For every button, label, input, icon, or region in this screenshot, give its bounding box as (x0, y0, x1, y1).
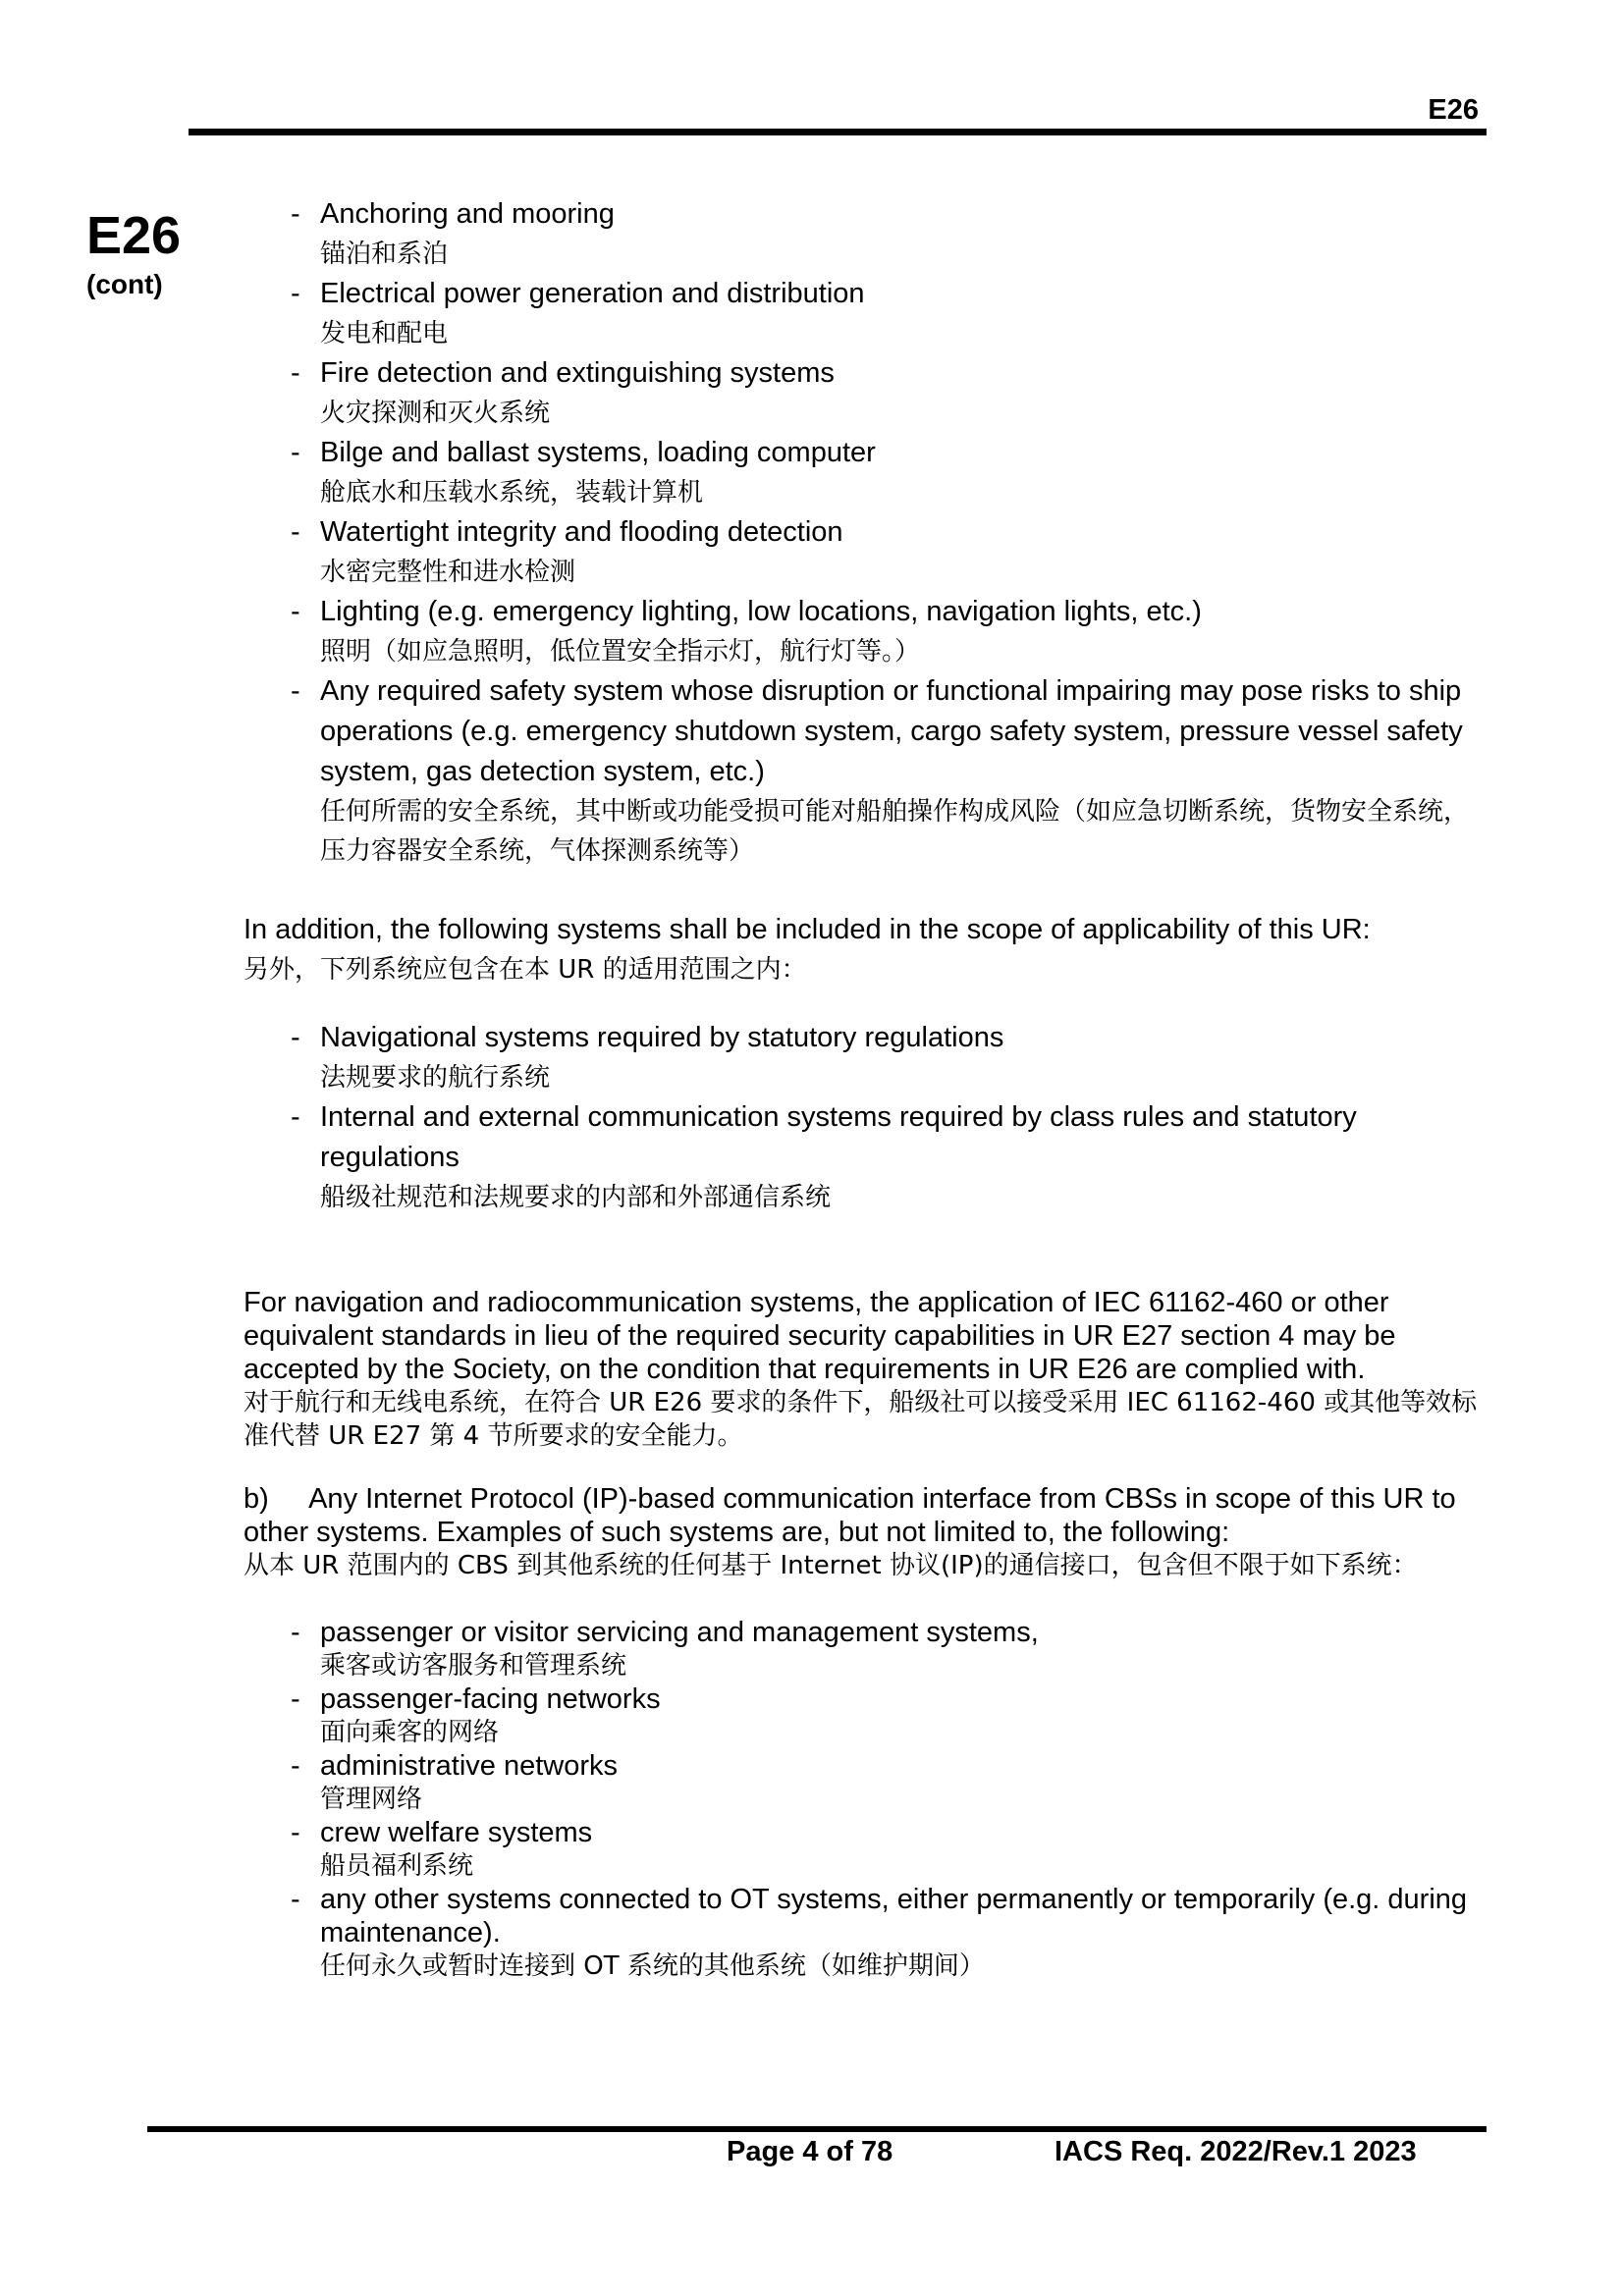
document-reference: IACS Req. 2022/Rev.1 2023 (1055, 2136, 1417, 2167)
scope-list (243, 194, 1481, 871)
addition-paragraph: In addition, the following systems shall be included in the scope of applicability of this UR: (243, 914, 1371, 945)
list-item: - Watertight integrity and flooding detection 水密完整性和进水检测 (291, 516, 843, 587)
list-item: - Internal and external communication systems required by class rules and statutory regulations 船级社规范和法规要求的内部和外部通信系统 (291, 1101, 1357, 1212)
header-rule (189, 129, 1487, 135)
page-content (243, 194, 1481, 1983)
side-code: E26 (86, 206, 182, 265)
header-code: E26 (1428, 94, 1479, 126)
list-item: - crew welfare systems 船员福利系统 (291, 1817, 593, 1881)
list-item: - Electrical power generation and distribution 发电和配电 (291, 278, 865, 348)
paragraph-b-text: Any Internet Protocol (IP)-based communication interface from CBSs in scope of this UR to other systems. Examples of such systems are, but not limited to, the following: (243, 1483, 1456, 1548)
list-item: - Anchoring and mooring 锚泊和系泊 (291, 198, 615, 269)
paragraph-b (243, 1482, 1481, 1549)
addition-paragraph-zh: 另外，下列系统应包含在本 UR 的适用范围之内： (243, 955, 807, 985)
list-item: - administrative networks 管理网络 (291, 1750, 618, 1814)
list-item: - Navigational systems required by statutory regulations 法规要求的航行系统 (291, 1022, 1004, 1093)
ip-systems-list (243, 1616, 1481, 1983)
side-cont: (cont) (86, 269, 163, 299)
paragraph-b-zh: 从本 UR 范围内的 CBS 到其他系统的任何基于 Internet 协议(IP)的通信接口，包含但不限于如下系统： (243, 1551, 1418, 1580)
list-item: - Bilge and ballast systems, loading computer 舱底水和压载水系统，装载计算机 (291, 437, 876, 507)
list-item: - Lighting (e.g. emergency lighting, low locations, navigation lights, etc.) 照明（如应急照明，低位置安全指示灯，航行灯等。） (291, 596, 1202, 667)
page-number: Page 4 of 78 (727, 2136, 893, 2167)
list-item: - any other systems connected to OT systems, either permanently or temporarily (e.g. during maintenance). 任何永久或暂时连接到 OT 系统的其他系统（如维护期间） (291, 1884, 1468, 1981)
navigation-paragraph-zh: 对于航行和无线电系统，在符合 UR E26 要求的条件下，船级社可以接受采用 IEC 61162-460 或其他等效标准代替 UR E27 第 4 节所要求的安全能力。 (243, 1388, 1478, 1451)
navigation-paragraph: For navigation and radiocommunication systems, the application of IEC 61162-460 or other equivalent standards in lieu of the required security capabilities in UR E27 section 4 may be accepted by the Society, on the condition that requirements in UR E26 are complied with. (243, 1287, 1396, 1385)
list-item: - Fire detection and extinguishing systems 火灾探测和灭火系统 (291, 357, 835, 428)
list-item: - passenger-facing networks 面向乘客的网络 (291, 1683, 661, 1747)
list-item: - Any required safety system whose disruption or functional impairing may pose risks to ship operations (e.g. emergency shutdown system, cargo safety system, pressure vessel safety system, gas detection system, etc.) 任何所需的安全系统，其中断或功能受损可能对船舶操作构成风险（如应急切断系统，货物安全系统，压力容器安全系统，气体探测系统等） (291, 675, 1470, 866)
paragraph-b-label: b) (243, 1483, 269, 1515)
footer-rule (147, 2126, 1487, 2132)
list-item: - passenger or visitor servicing and management systems, 乘客或访客服务和管理系统 (291, 1617, 1039, 1681)
additional-systems-list (243, 1018, 1481, 1217)
